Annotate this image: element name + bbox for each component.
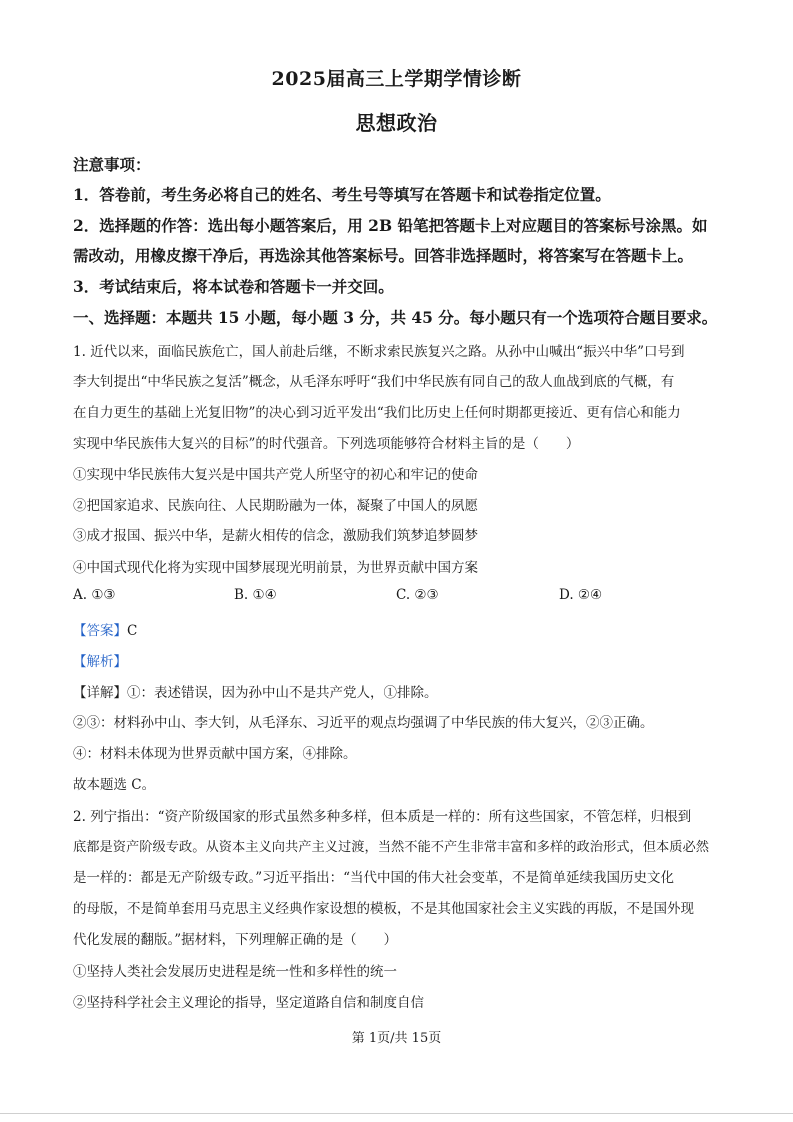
section-heading: 一、选择题：本题共 15 小题，每小题 3 分，共 45 分。每小题只有一个选项符合题目要求。 [73,308,718,327]
q1-statement: ②把国家追求、民族向往、人民期盼融为一体，凝聚了中国人的夙愿 [73,498,478,514]
q1-statement: ①实现中华民族伟大复兴是中国共产党人所坚守的初心和牢记的使命 [73,467,478,483]
exam-title: 2025届高三上学期学情诊断 [271,68,522,90]
q2-statement: ②坚持科学社会主义理论的指导，坚定道路自信和制度自信 [73,995,424,1011]
notice-item: 3．考试结束后，将本试卷和答题卡一并交回。 [73,277,394,296]
page-footer: 第 1页/共 15页 [351,1031,442,1046]
notice-item: 1．答卷前，考生务必将自己的姓名、考生号等填写在答题卡和试卷指定位置。 [73,185,611,204]
q1-option-b: B. ①④ [234,587,277,603]
q1-stem-line: 李大钊提出“中华民族之复活”概念，从毛泽东呼吁“我们中华民族有同自己的敌人血战到底的气概，有 [73,374,675,390]
answer-value: C [127,623,138,639]
q2-statement: ①坚持人类社会发展历史进程是统一性和多样性的统一 [73,964,397,980]
q1-option-d: D. ②④ [559,587,603,603]
q1-answer [73,619,137,639]
q1-statement: ③成才报国、振兴中华，是薪火相传的信念，激励我们筑梦追梦圆梦 [73,528,478,544]
q1-stem-line: 在自力更生的基础上光复旧物”的决心到习近平发出“我们比历史上任何时期都更接近、更有信心和能力 [73,405,681,421]
q1-option-c: C. ②③ [396,587,439,603]
bottom-divider [0,1113,793,1114]
q2-stem-line: 的母版，不是简单套用马克思主义经典作家设想的模板，不是其他国家社会主义实践的再版，不是国外现 [73,901,694,917]
q2-stem-line: 底都是资产阶级专政。从资本主义向共产主义过渡，当然不能不产生非常丰富和多样的政治形式，但本质必然 [73,840,710,855]
subject-title: 思想政治 [355,111,438,135]
analysis-tag: 【解析】 [73,654,127,670]
notice-item: 需改动，用橡皮擦干净后，再选涂其他答案标号。回答非选择题时，将答案写在答题卡上。 [73,246,694,265]
q1-detail-line: ④：材料未体现为世界贡献中国方案，④排除。 [73,746,357,762]
answer-tag: 【答案】 [73,623,127,639]
q1-detail-line: 【详解】①：表述错误，因为孙中山不是共产党人，①排除。 [73,685,438,701]
notice-heading: 注意事项： [73,155,151,174]
q2-stem-line: 代化发展的翻版。”据材料，下列理解正确的是（ ） [73,932,398,948]
q1-detail-line: 故本题选 C。 [73,777,156,793]
q2-stem-line: 2. 列宁指出：“资产阶级国家的形式虽然多种多样，但本质是一样的：所有这些国家，不管怎样，归根到 [73,809,692,825]
q1-stem-line: 实现中华民族伟大复兴的目标”的时代强音。下列选项能够符合材料主旨的是（ ） [73,436,580,452]
notice-item: 2．选择题的作答：选出每小题答案后，用 2B 铅笔把答题卡上对应题目的答案标号涂黑。如 [73,216,708,235]
q1-stem-line: 1. 近代以来，面临民族危亡，国人前赴后继，不断求索民族复兴之路。从孙中山喊出“振兴中华”口号到 [73,344,685,360]
q1-detail-line: ②③：材料孙中山、李大钊，从毛泽东、习近平的观点均强调了中华民族的伟大复兴，②③正确。 [73,715,654,731]
q1-statement: ④中国式现代化将为实现中国梦展现光明前景，为世界贡献中国方案 [73,560,478,576]
q1-option-a: A. ①③ [73,587,116,603]
q2-stem-line: 是一样的：都是无产阶级专政。”习近平指出：“当代中国的伟大社会变革，不是简单延续我国历史文化 [73,870,675,886]
